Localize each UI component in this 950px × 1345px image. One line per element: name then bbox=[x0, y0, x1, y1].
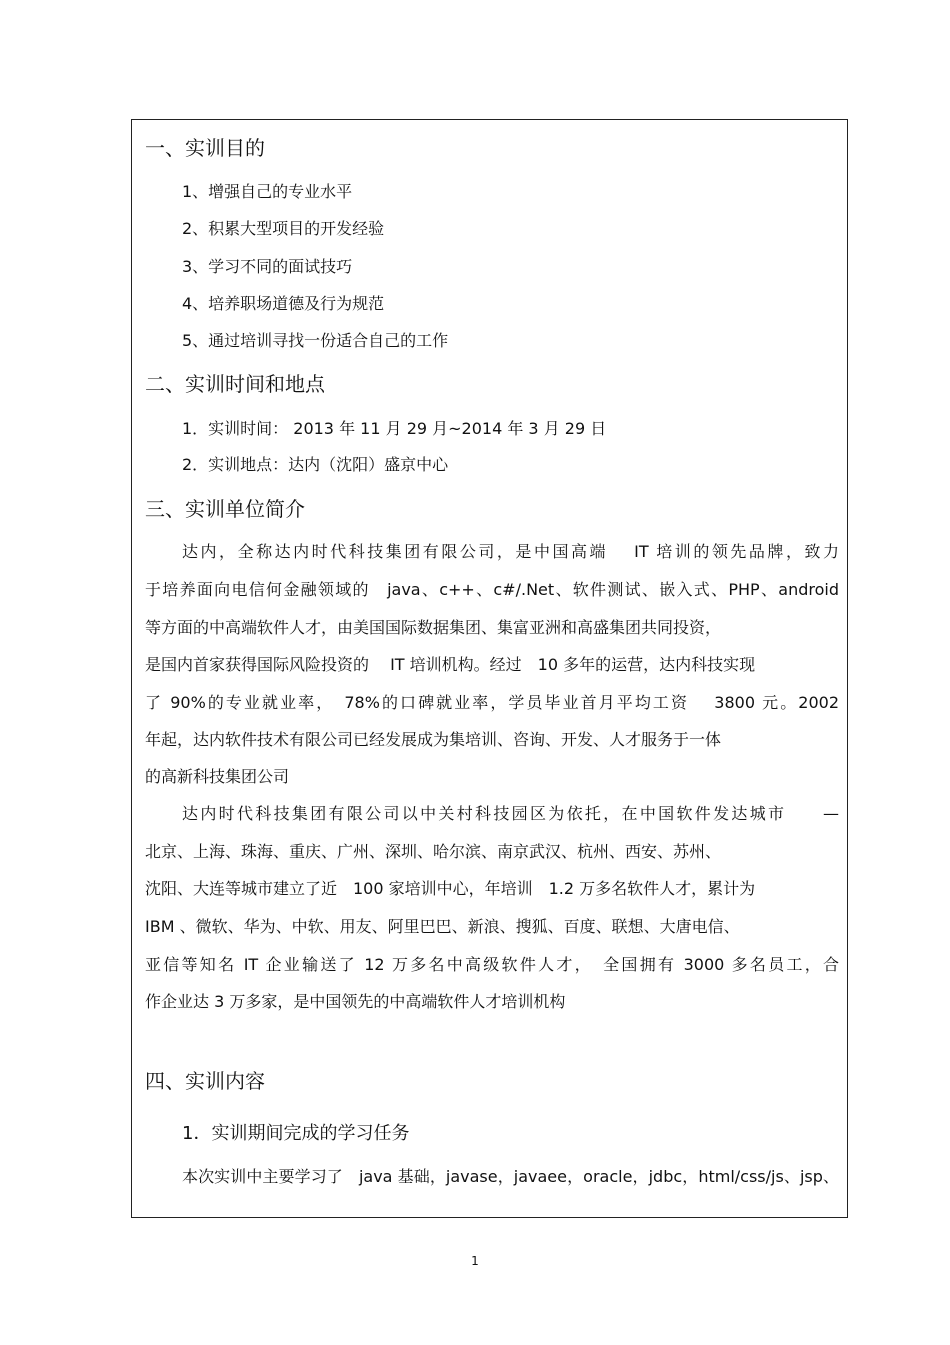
objective-item: 3、学习不同的面试技巧 bbox=[182, 257, 353, 276]
section-heading-content: 四、实训内容 bbox=[145, 1069, 265, 1093]
company-paragraph-line: IBM 、微软、华为、中软、用友、阿里巴巴、新浪、搜狐、百度、联想、大唐电信、 bbox=[145, 917, 740, 936]
company-paragraph-line: 亚信等知名 IT 企业输送了 12 万多名中高级软件人才， 全国拥有 3000 多名员工，合 bbox=[145, 955, 839, 974]
content-paragraph-line: 本次实训中主要学习了 java 基础，javase，javaee，oracle，jdbc，html/css/js、jsp、 bbox=[182, 1167, 839, 1186]
company-paragraph-line: 达内，全称达内时代科技集团有限公司，是中国高端 IT 培训的领先品牌，致力 bbox=[182, 542, 839, 561]
time-place-item: 2．实训地点：达内（沈阳）盛京中心 bbox=[182, 455, 449, 474]
objective-item: 4、培养职场道德及行为规范 bbox=[182, 294, 385, 313]
company-paragraph-line: 年起，达内软件技术有限公司已经发展成为集培训、咨询、开发、人才服务于一体 bbox=[145, 730, 722, 749]
time-place-item: 1．实训时间： 2013 年 11 月 29 月~2014 年 3 月 29 日 bbox=[182, 419, 607, 438]
section-heading-objectives: 一、实训目的 bbox=[145, 136, 265, 160]
company-paragraph-line: 的高新科技集团公司 bbox=[145, 767, 290, 786]
company-paragraph-line: 沈阳、大连等城市建立了近 100 家培训中心，年培训 1.2 万多名软件人才，累计为 bbox=[145, 879, 756, 898]
company-paragraph-line: 等方面的中高端软件人才，由美国国际数据集团、集富亚洲和高盛集团共同投资， bbox=[145, 618, 722, 637]
objective-item: 2、积累大型项目的开发经验 bbox=[182, 219, 385, 238]
section-heading-time-place: 二、实训时间和地点 bbox=[145, 372, 325, 396]
company-paragraph-line: 了 90%的专业就业率， 78%的口碑就业率，学员毕业首月平均工资 3800 元。2002 bbox=[145, 693, 839, 712]
objective-item: 5、通过培训寻找一份适合自己的工作 bbox=[182, 331, 449, 350]
company-paragraph-line: 于培养面向电信何金融领域的 java、c++、c#/.Net、软件测试、嵌入式、PHP、android bbox=[145, 580, 839, 599]
section-heading-company: 三、实训单位简介 bbox=[145, 497, 305, 521]
subheading-learning-tasks: 1．实训期间完成的学习任务 bbox=[182, 1123, 410, 1144]
company-paragraph-line: 达内时代科技集团有限公司以中关村科技园区为依托，在中国软件发达城市 — bbox=[182, 804, 839, 823]
objective-item: 1、增强自己的专业水平 bbox=[182, 182, 353, 201]
company-paragraph-line: 北京、上海、珠海、重庆、广州、深圳、哈尔滨、南京武汉、杭州、西安、苏州、 bbox=[145, 842, 722, 861]
company-paragraph-line: 是国内首家获得国际风险投资的 IT 培训机构。经过 10 多年的运营，达内科技实现 bbox=[145, 655, 756, 674]
page-number: 1 bbox=[471, 1254, 479, 1268]
company-paragraph-line: 作企业达 3 万多家，是中国领先的中高端软件人才培训机构 bbox=[145, 992, 566, 1011]
